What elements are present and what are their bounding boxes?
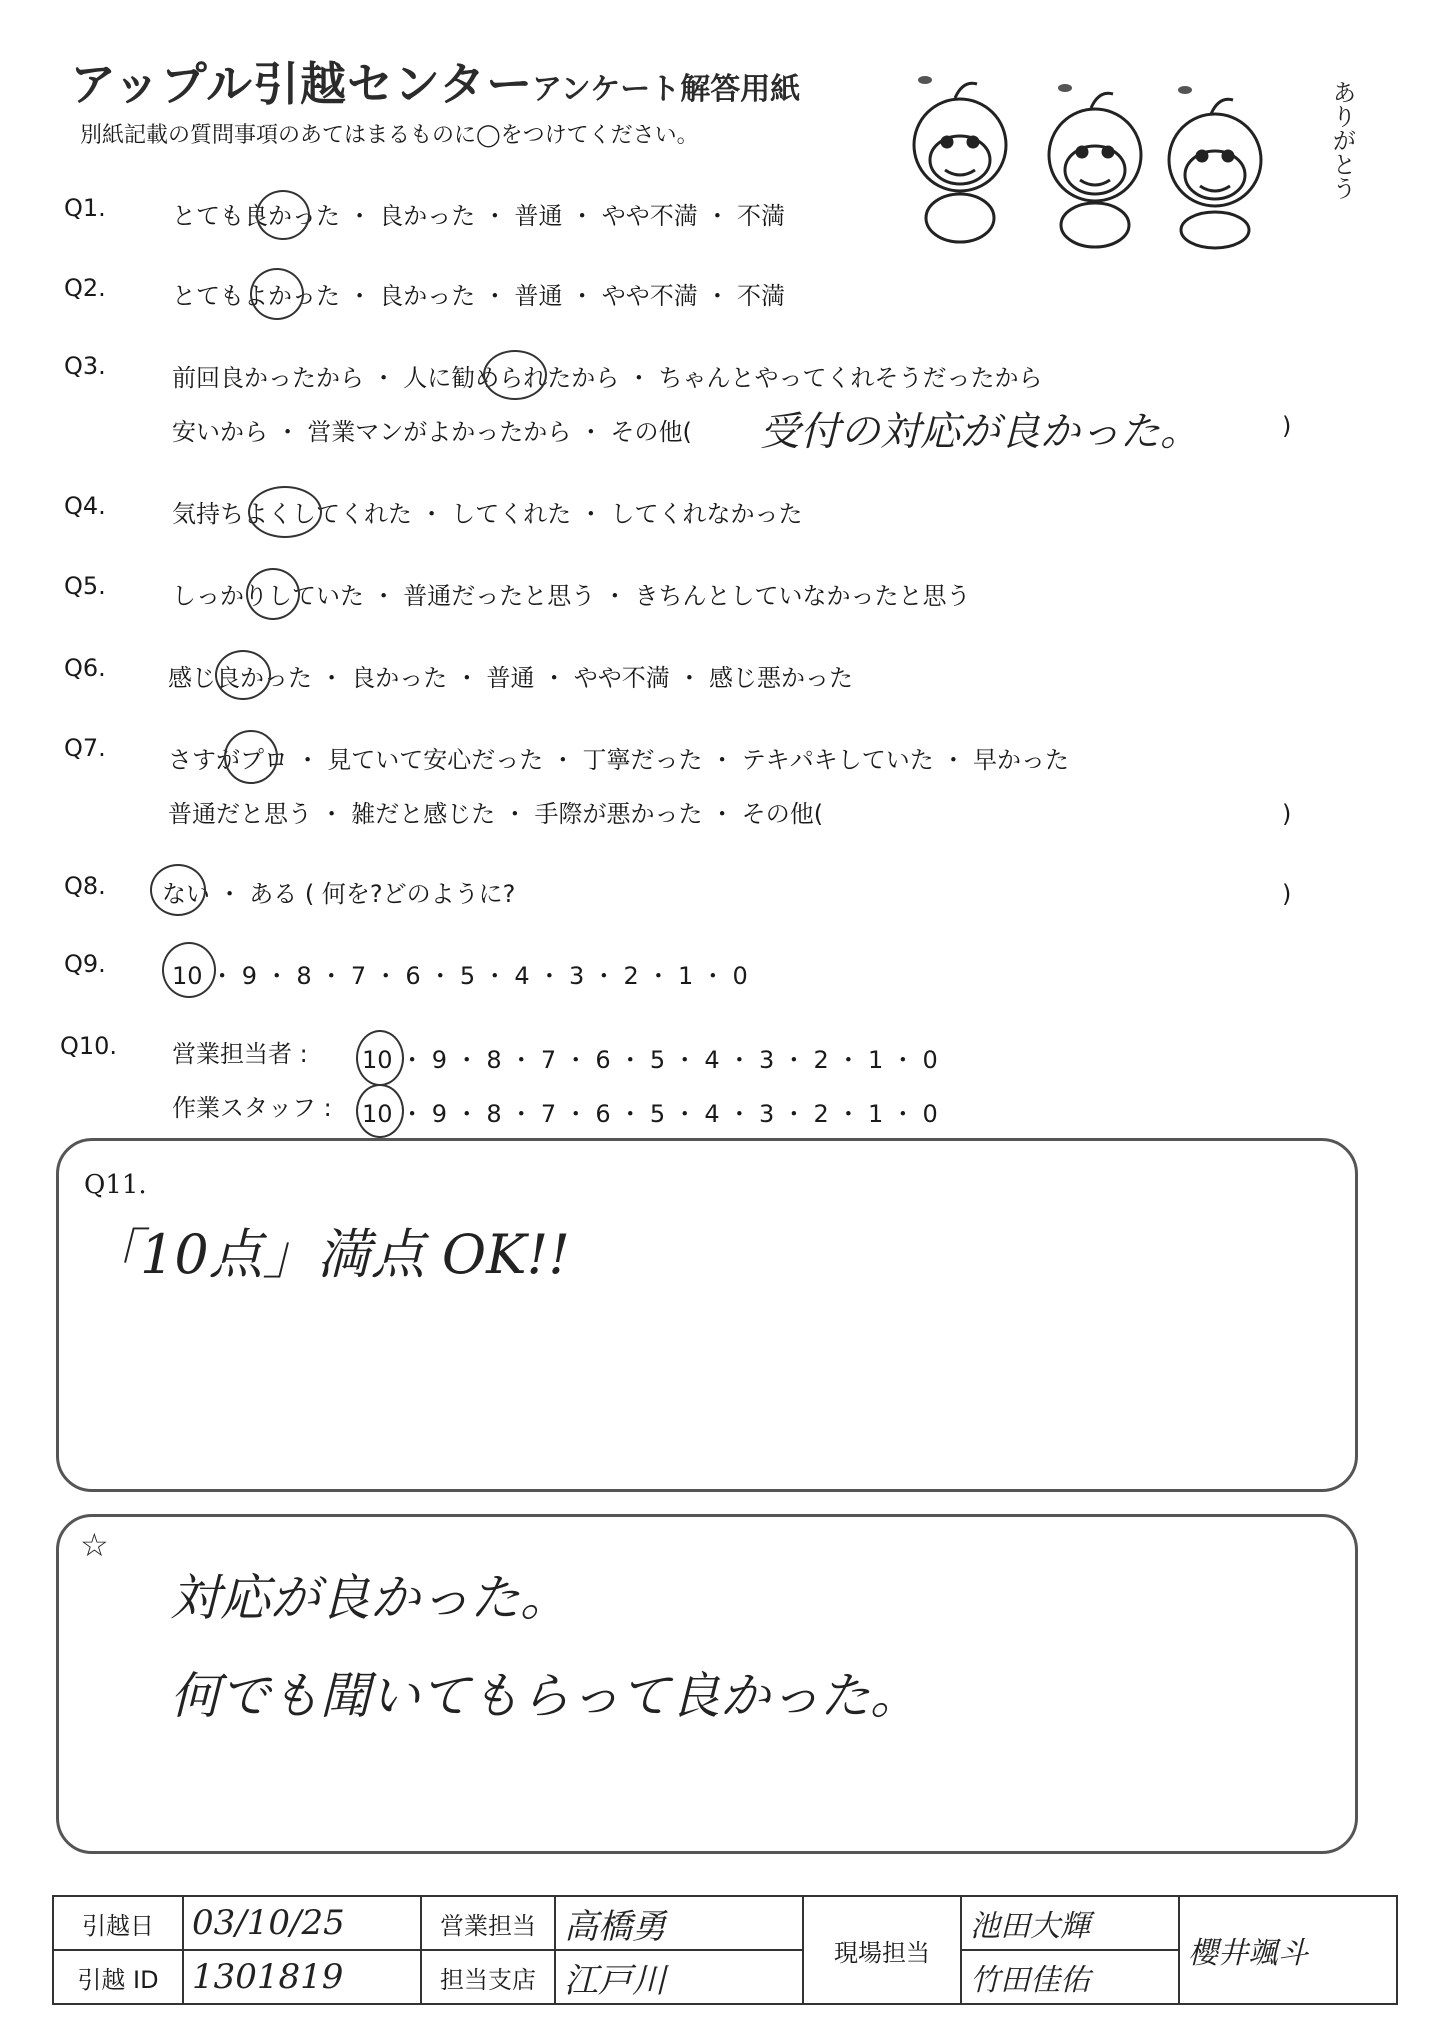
q11-label: Q11.	[84, 1170, 147, 1200]
q3-selection-circle	[483, 350, 547, 400]
monkey-mascot-illustration	[885, 60, 1325, 250]
q7-close-paren: )	[1282, 800, 1292, 828]
q5-options: しっかりしていた ・ 普通だったと思う ・ きちんとしていなかったと思う	[172, 582, 971, 610]
q7-options-line1: さすがプロ ・ 見ていて安心だった ・ 丁寧だった ・ テキパキしていた ・ 早かった	[168, 746, 1070, 774]
move-id-label: 引越 ID	[53, 1950, 183, 2004]
q8-options: ない ・ ある ( 何を?どのように?	[162, 880, 516, 908]
q1-selection-circle	[256, 190, 310, 240]
star-icon: ☆	[80, 1526, 109, 1564]
comment-line-2: 何でも聞いてもらって良かった。	[170, 1667, 920, 1725]
q7-number: Q7.	[64, 734, 106, 762]
q1-number: Q1.	[64, 194, 106, 222]
site-staff-2: 竹田佳佑	[970, 1963, 1090, 1998]
q10-sales-scale: 10 ・ 9 ・ 8 ・ 7 ・ 6 ・ 5 ・ 4 ・ 3 ・ 2 ・ 1 ・ 0	[362, 1046, 938, 1074]
site-staff-label: 現場担当	[803, 1896, 961, 2004]
q3-close-paren: )	[1282, 412, 1292, 440]
mascot-caption: ありがとう	[1328, 80, 1356, 200]
site-staff-1-cell	[961, 1896, 1179, 1950]
branch-value	[555, 1950, 803, 2004]
q11-answer: 「10点」満点 OK!!	[86, 1223, 570, 1286]
q10-sales-selection-circle	[356, 1030, 404, 1086]
site-staff-2-cell	[961, 1950, 1179, 2004]
site-staff-3-cell	[1179, 1896, 1397, 2004]
q10-number: Q10.	[60, 1032, 118, 1060]
sales-rep-name: 高橋勇	[564, 1906, 666, 1947]
q2-selection-circle	[250, 268, 304, 320]
site-staff-3: 櫻井颯斗	[1188, 1936, 1308, 1971]
move-date-value	[183, 1896, 421, 1950]
q3-other-answer: 受付の対応が良かった。	[760, 409, 1200, 455]
form-subtitle: アンケート解答用紙	[532, 72, 801, 107]
q10-sales-label: 営業担当者 :	[172, 1040, 308, 1068]
site-staff-1: 池田大輝	[970, 1909, 1090, 1944]
q6-number: Q6.	[64, 654, 106, 682]
q1-options: とても良かった ・ 良かった ・ 普通 ・ やや不満 ・ 不満	[172, 202, 786, 230]
comment-line-1: 対応が良かった。	[170, 1569, 570, 1627]
q7-selection-circle	[224, 730, 278, 784]
sales-rep-label: 営業担当	[421, 1896, 555, 1950]
sales-rep-value	[555, 1896, 803, 1950]
q3-options-line2: 安いから ・ 営業マンがよかったから ・ その他(	[172, 418, 692, 446]
q2-options: とてもよかった ・ 良かった ・ 普通 ・ やや不満 ・ 不満	[172, 282, 786, 310]
move-date-label: 引越日	[53, 1896, 183, 1950]
q10-staff-label: 作業スタッフ :	[172, 1094, 332, 1122]
move-date-text: 03/10/25	[192, 1903, 345, 1943]
instruction-text: 別紙記載の質問事項のあてはまるものに◯をつけてください。	[80, 123, 699, 148]
q7-options-line2: 普通だと思う ・ 雑だと感じた ・ 手際が悪かった ・ その他(	[168, 800, 824, 828]
q4-number: Q4.	[64, 492, 106, 520]
q9-number: Q9.	[64, 950, 106, 978]
q6-options: 感じ良かった ・ 良かった ・ 普通 ・ やや不満 ・ 感じ悪かった	[168, 664, 854, 692]
q3-number: Q3.	[64, 352, 106, 380]
q4-selection-circle	[248, 486, 322, 538]
branch-name: 江戸川	[564, 1960, 666, 2001]
q3-options-line1: 前回良かったから ・ 人に勧められたから ・ ちゃんとやってくれそうだったから	[172, 364, 1043, 392]
q8-close-paren: )	[1282, 880, 1292, 908]
q9-scale: 10 ・ 9 ・ 8 ・ 7 ・ 6 ・ 5 ・ 4 ・ 3 ・ 2 ・ 1 ・ 0	[172, 962, 748, 990]
move-id-value	[183, 1950, 421, 2004]
q5-selection-circle	[246, 568, 300, 620]
form-title: アップル引越センター	[70, 57, 534, 111]
move-id-text: 1301819	[192, 1957, 344, 1997]
q11-answer-box	[56, 1138, 1358, 1492]
branch-label: 担当支店	[421, 1950, 555, 2004]
q8-number: Q8.	[64, 872, 106, 900]
q10-staff-selection-circle	[356, 1084, 404, 1138]
q6-selection-circle	[215, 650, 271, 700]
q8-selection-circle	[150, 864, 206, 916]
q10-staff-scale: 10 ・ 9 ・ 8 ・ 7 ・ 6 ・ 5 ・ 4 ・ 3 ・ 2 ・ 1 ・ 0	[362, 1100, 938, 1128]
q4-options: 気持ちよくしてくれた ・ してくれた ・ してくれなかった	[172, 500, 803, 528]
footer-info-table	[52, 1895, 1398, 2005]
q5-number: Q5.	[64, 572, 106, 600]
q2-number: Q2.	[64, 274, 106, 302]
q9-selection-circle	[162, 942, 216, 998]
